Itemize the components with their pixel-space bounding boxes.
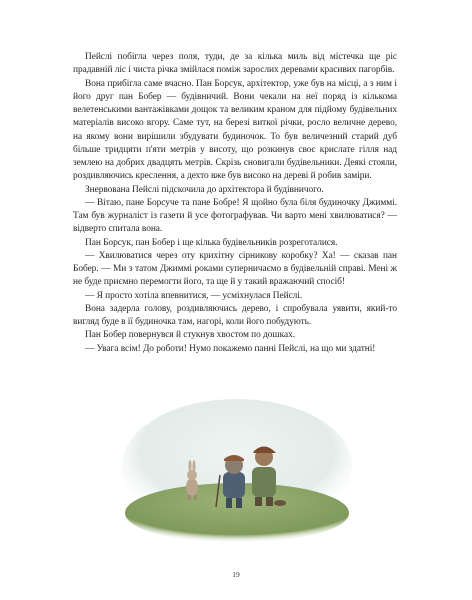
paragraph: — Вітаю, пане Борсуче та пане Бобре! Я щойно була біля будиночку Джиммі. Там був журналіст із газети й усе фотографував. Чи варто мені хвилюватися? — відверто спитала вона. (73, 197, 397, 235)
paragraph: Вона задерла голову, роздивляючись дерево, і спробувала уявити, який-то вигляд буде в її будиночка там, нагорі, коли його побудують. (73, 303, 397, 327)
paragraph: — Увага всім! До роботи! Нумо покажемо панні Пейслі, на що ми здатні! (85, 343, 376, 354)
paragraph: — Я просто хотіла впевнитися, — усміхнулася Пейслі. (85, 290, 303, 301)
vignette-illustration (120, 395, 354, 545)
paragraph: Знервована Пейслі підскочила до архітектора й будівничого. (85, 184, 324, 195)
body-text (73, 51, 397, 356)
paragraph: Пан Бобер повернувся й стукнув хвостом по дошках. (85, 330, 296, 341)
page-number: 19 (232, 570, 240, 579)
paragraph: Вона прибігла саме вчасно. Пан Борсук, архітектор, уже був на місці, а з ним і його друг пан Бобер — будівничий. Вони чекали на неї поряд із кількома велетенськими вантажівками дощок та великим краном для підйому будівельних матеріалів високо вгору. Саме тут, на березі виткої річки, росло величне дерево, на якому вони вирішили збудувати будиночок. То був величезний старий дуб більше тридцяти п'яти метрів у висоту, що розкинув своє крислате гілля над землею на добрих двадцять метрів. Скрізь сновигали будівельники. Деякі стояли, роздивляючись креслення, а дехто вже був високо на дереві й робив заміри. (73, 78, 397, 182)
paragraph: Пейслі побігла через поля, туди, де за кілька миль від містечка ще ріс прадавній ліс і чиста річка змійлася поміж зарослих деревами красивих пагорбів. (73, 52, 397, 76)
paragraph: Пан Борсук, пан Бобер і ще кілька будівельників розреготалися. (85, 237, 338, 248)
paragraph: — Хвилюватися через оту крихітну сірникову коробку? Ха! — сказав пан Бобер. — Ми з татом Джиммі роками суперничаємо в будівельній справі. Мені ж не буде приємно перемогти його, та ще й у такий вражаючий спосіб! (73, 250, 397, 288)
